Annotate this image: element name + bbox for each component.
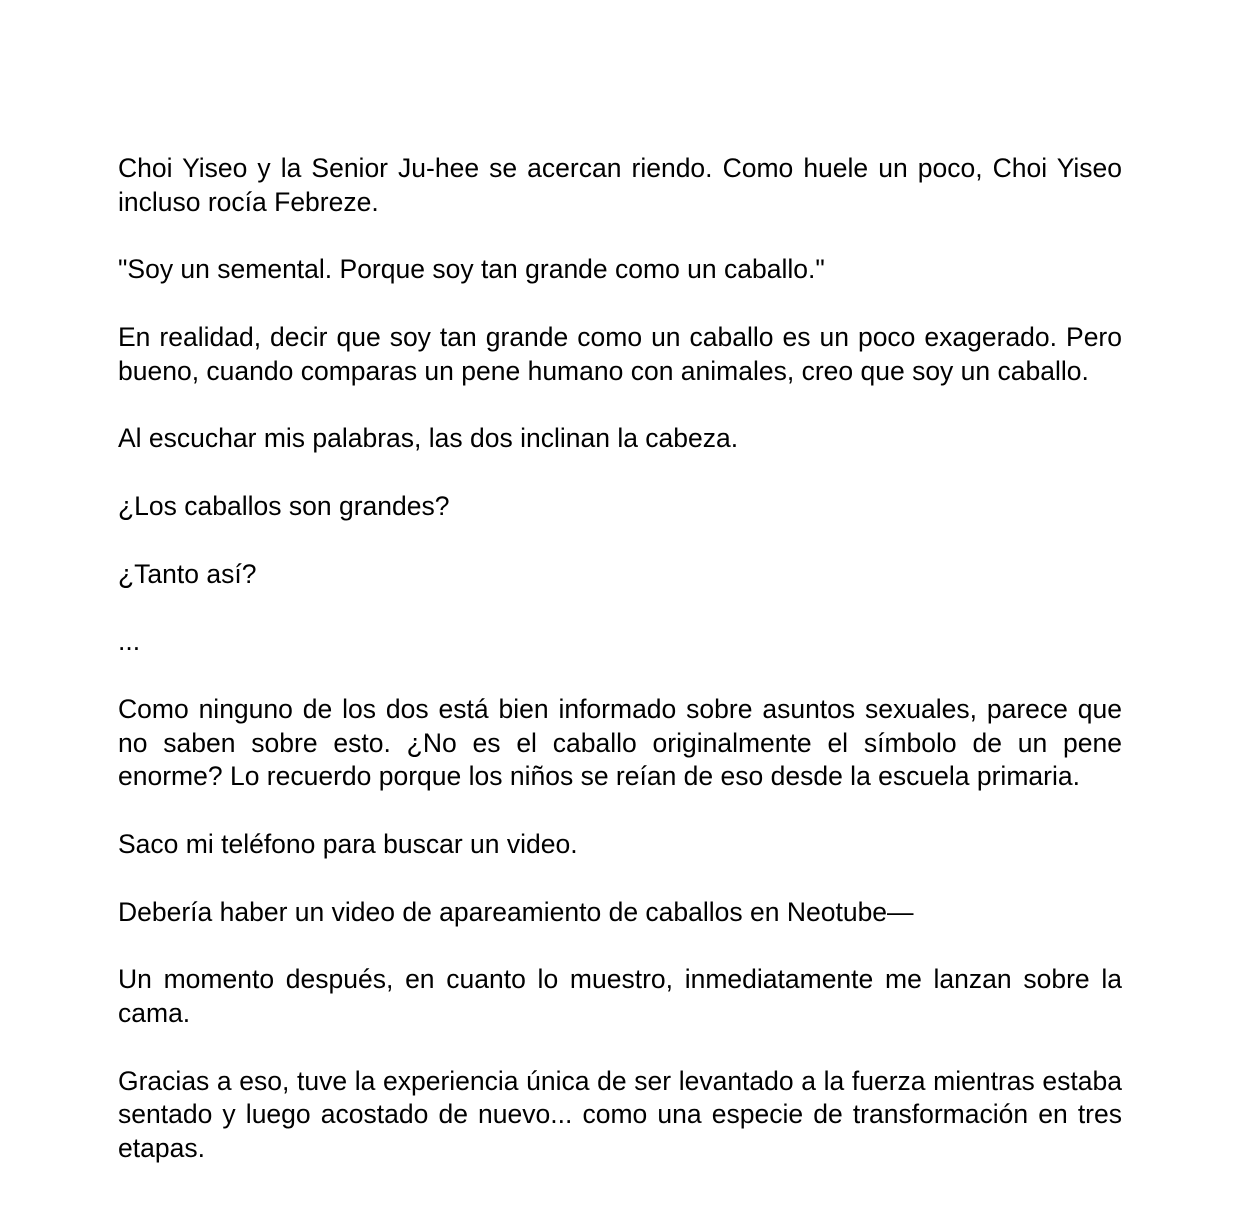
paragraph: Un momento después, en cuanto lo muestro, inmediatamente me lanzan sobre la cama. <box>118 964 1122 1028</box>
document-body <box>118 152 1122 1166</box>
paragraph: ... <box>118 626 141 657</box>
paragraph: Como ninguno de los dos está bien informado sobre asuntos sexuales, parece que no saben sobre esto. ¿No es el caballo originalmente el símbolo de un pene enorme? Lo recuerdo porque los niños se reían de eso desde la escuela primaria. <box>118 693 1122 792</box>
paragraph: Al escuchar mis palabras, las dos inclinan la cabeza. <box>118 423 739 454</box>
paragraph: Debería haber un video de apareamiento de caballos en Neotube— <box>118 896 914 927</box>
paragraph: ¿Los caballos son grandes? <box>118 490 450 521</box>
paragraph: ¿Tanto así? <box>118 558 257 589</box>
paragraph: "Soy un semental. Porque soy tan grande como un caballo." <box>118 254 825 285</box>
paragraph: Choi Yiseo y la Senior Ju-hee se acercan riendo. Como huele un poco, Choi Yiseo incluso rocía Febreze. <box>118 153 1122 217</box>
paragraph: En realidad, decir que soy tan grande como un caballo es un poco exagerado. Pero bueno, cuando comparas un pene humano con animales, creo que soy un caballo. <box>118 321 1122 386</box>
paragraph: Gracias a eso, tuve la experiencia única de ser levantado a la fuerza mientras estaba sentado y luego acostado de nuevo... como una especie de transformación en tres etapas. <box>118 1065 1122 1164</box>
paragraph: Saco mi teléfono para buscar un video. <box>118 828 578 859</box>
